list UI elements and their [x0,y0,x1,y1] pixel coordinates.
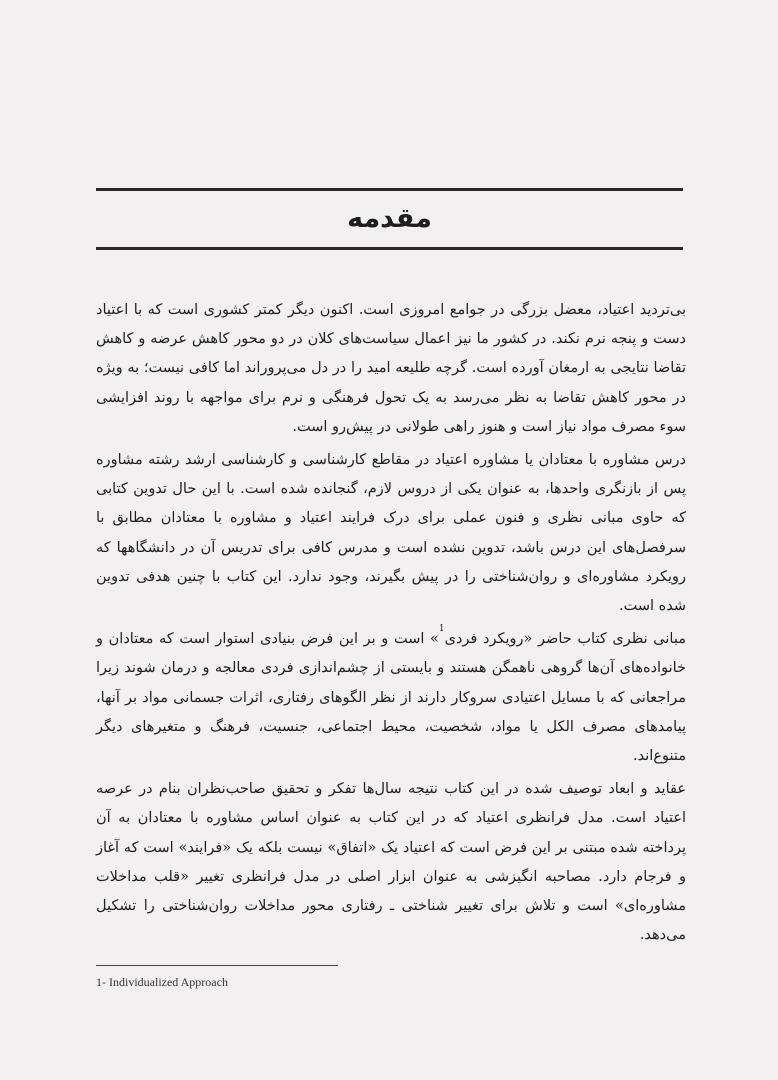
chapter-title: مقدمه [347,203,432,234]
paragraph-2: درس مشاوره با معتادان یا مشاوره اعتیاد در مقاطع کارشناسی و کارشناسی ارشد رشته مشاوره پس از بازنگری واحدها، به عنوان یکی از دروس لازم، گنجانده شده است. با این حال تدوین کتابی که حاوی مبانی نظری و فنون عملی برای درک فرایند اعتیاد و مشاوره با معتادان مطابق با سرفصل‌های این درس باشد، تدوین نشده است و مدرس کافی برای تدریس آن در دانشگاهها که رویکرد مشاوره‌ای و روان‌شناختی را در پیش بگیرند، وجود ندارد. این کتاب با چنین هدفی تدوین شده است. [96,452,686,615]
footnote: 1- Individualized Approach [96,975,228,989]
paragraph-1: بی‌تردید اعتیاد، معضل بزرگی در جوامع امروزی است. اکنون دیگر کمتر کشوری است که با اعتیاد دست و پنجه نرم نکند. در کشور ما نیز اعمال سیاست‌های کلان در دو محور کاهش عرضه و کاهش تقاضا نتایجی به ارمغان آورده است. گرچه طلیعه امید را در دل می‌پروراند اما کافی نیست؛ به ویژه در محور کاهش تقاضا به نظر می‌رسد به یک تحول فرهنگی و نرم برای مواجهه با روند افزایشی سوء مصرف مواد نیاز است و هنوز راهی طولانی در پیش‌رو است. [96,302,686,435]
paragraph-3-rest: » است و بر این فرض بنیادی استوار است که معتادان و خانواده‌های آن‌ها گروهی ناهمگن هستند و بایستی از چشم‌اندازی فردی معالجه و درمان شوند زیرا مراجعانی که با مسایل اعتیادی سروکار دارند از نظر الگوهای رفتاری، اثرات جسمانی مواد بر آنها، پیامدهای مصرف الکل یا مواد، شخصیت، محیط اجتماعی، جنسیت، فرهنگ و متغیرهای دیگر متنوع‌اند. [96,631,686,765]
footnote-marker: 1 [438,624,445,635]
title-rule-bottom [96,247,683,250]
title-rule-top [96,188,683,191]
paragraph-3 [96,625,686,771]
footnote-divider [96,965,338,966]
paragraph-3-start: مبانی نظری کتاب حاضر «رویکرد فردی [444,631,686,648]
body-text [96,296,686,954]
paragraph-4: عقاید و ابعاد توصیف شده در این کتاب نتیجه سال‌ها تفکر و تحقیق صاحب‌نظران بنام در عرصه اعتیاد است. مدل فرانظری اعتیاد که در این کتاب به عنوان اساس مشاوره با معتادان به آن پرداخته شده مبتنی بر این فرض است که اعتیاد یک «اتفاق» نیست بلکه یک «فرایند» است که آغاز و فرجام دارد. مصاحبه انگیزشی به عنوان ابزار اصلی در مدل فرانظری تغییر «قلب مداخلات مشاوره‌ای» است و تلاش برای تغییر شناختی ـ رفتاری محور مداخلات روان‌شناختی را تشکیل می‌دهد. [96,781,686,944]
